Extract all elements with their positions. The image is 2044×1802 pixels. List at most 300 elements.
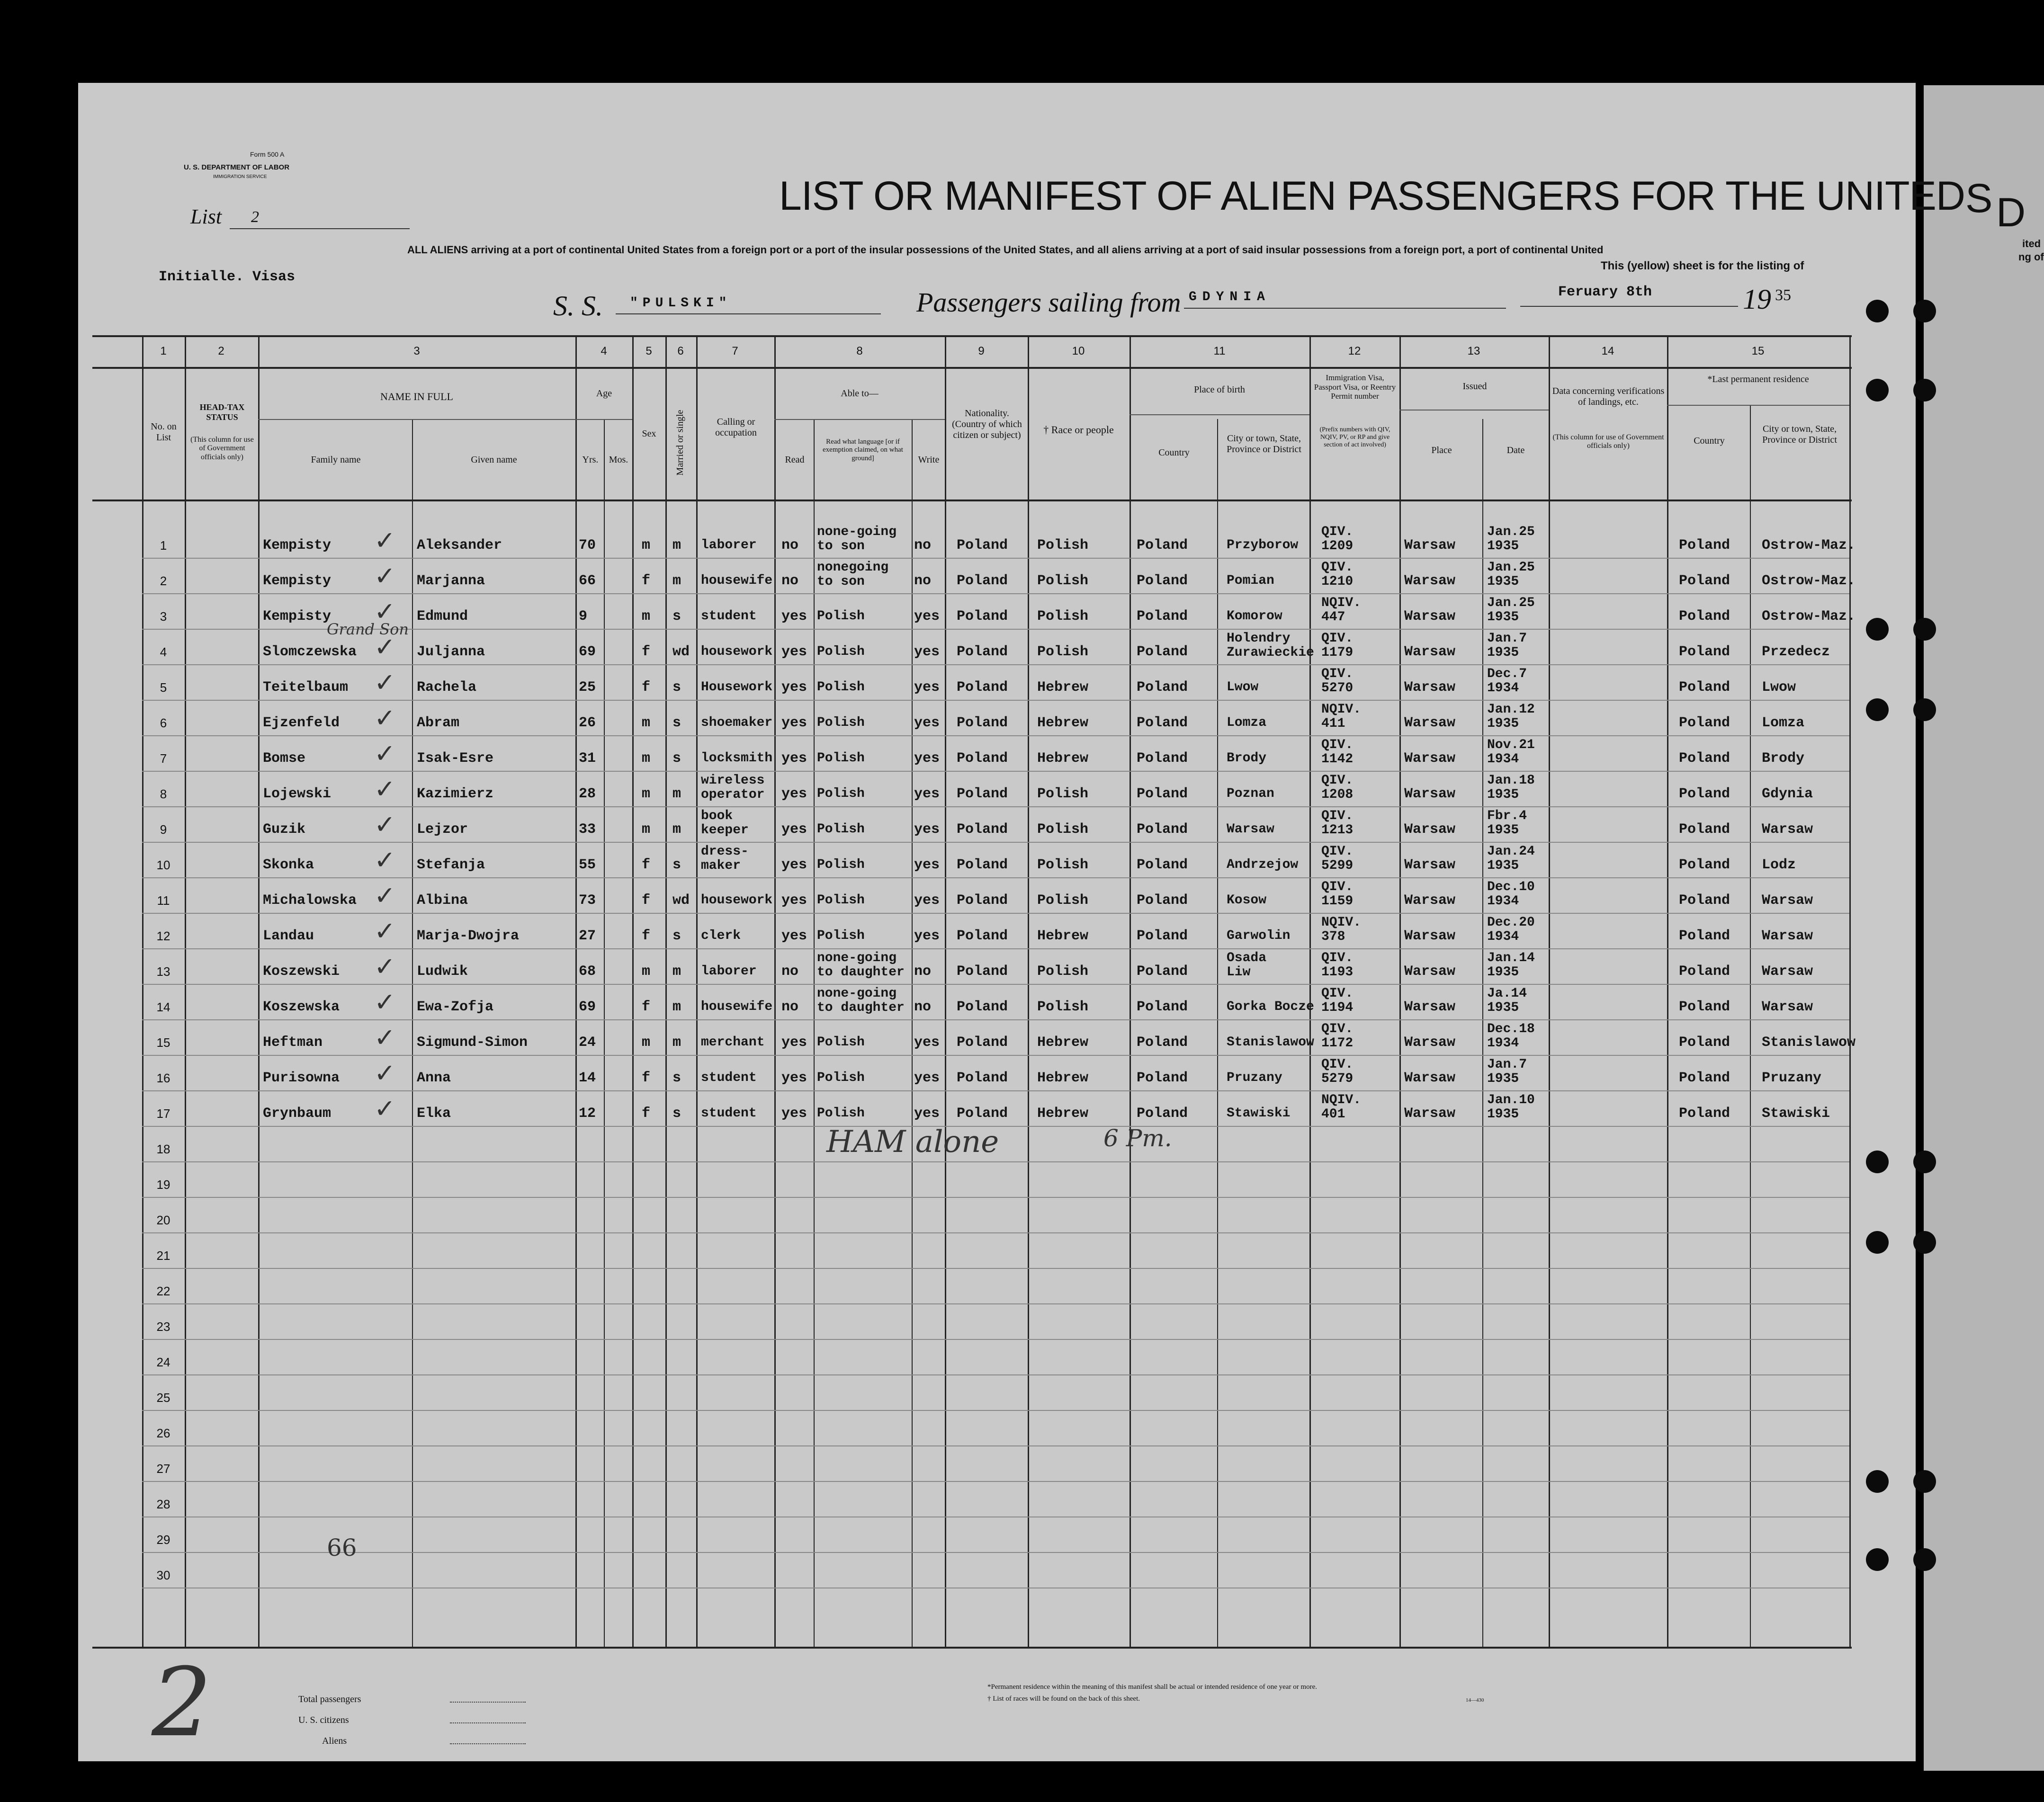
ss-label: S. S. — [553, 290, 603, 321]
cell-read: yes — [781, 1106, 807, 1122]
cell-given: Sigmund-Simon — [417, 1035, 528, 1051]
cell-lang: Polish — [817, 644, 865, 659]
form-number: Form 500 A — [250, 151, 285, 158]
cell-sex: m — [642, 786, 651, 802]
col-divider — [142, 335, 143, 1647]
service: IMMIGRATION SERVICE — [213, 174, 267, 179]
row-number: 7 — [160, 751, 167, 766]
cell-rcountry: Poland — [1679, 1106, 1730, 1122]
cell-rcity: Warsaw — [1762, 821, 1813, 838]
cell-ms: s — [672, 750, 681, 767]
cell-date: Fbr.4 1935 — [1487, 809, 1527, 838]
check-mark: ✓ — [374, 881, 396, 910]
cell-write: yes — [914, 750, 940, 767]
cell-nat: Poland — [957, 1106, 1008, 1122]
cell-family: Heftman — [263, 1035, 323, 1051]
cell-visa: QIV. 1209 — [1321, 525, 1354, 553]
cell-bcity: Stawiski — [1227, 1106, 1291, 1121]
page-title: LIST OR MANIFEST OF ALIEN PASSENGERS FOR THE UNITED — [779, 173, 1965, 219]
year-prefix: 19 — [1743, 284, 1771, 315]
cell-place: Warsaw — [1404, 1035, 1456, 1051]
cell-race: Hebrew — [1037, 750, 1089, 767]
check-mark: ✓ — [374, 1023, 396, 1053]
cell-rcountry: Poland — [1679, 573, 1730, 589]
header-visa: Immigration Visa, Passport Visa, or Reentry Permit number — [1314, 373, 1396, 401]
col-divider — [1549, 335, 1550, 1647]
cell-sex: m — [642, 1035, 651, 1051]
adjacent-heading: S — [1965, 176, 1993, 221]
cell-family: Purisowna — [263, 1070, 340, 1086]
cell-rcountry: Poland — [1679, 786, 1730, 802]
cell-date: Dec.7 1934 — [1487, 667, 1527, 696]
cell-occ: shoemaker — [701, 715, 773, 730]
cell-ms: m — [672, 821, 681, 838]
cell-lang: Polish — [817, 928, 865, 943]
cell-race: Hebrew — [1037, 1035, 1089, 1051]
cell-read: yes — [781, 608, 807, 624]
cell-visa: QIV. 1159 — [1321, 880, 1354, 909]
cell-bcity: Gorka Bocze — [1227, 999, 1314, 1014]
header-family-name: Family name — [311, 455, 361, 465]
cell-sex: f — [642, 1106, 651, 1122]
cell-sex: m — [642, 963, 651, 980]
cell-bcity: Lwow — [1227, 680, 1259, 695]
row-rule — [142, 1481, 1849, 1482]
row-rule — [142, 1303, 1849, 1304]
cell-rcity: Warsaw — [1762, 999, 1813, 1015]
header-race: † Race or people — [1043, 424, 1114, 436]
cell-rcountry: Poland — [1679, 963, 1730, 980]
cell-occ: wireless operator — [701, 773, 765, 802]
cell-nat: Poland — [957, 821, 1008, 838]
cell-bcountry: Poland — [1137, 1106, 1188, 1122]
cell-write: no — [914, 537, 932, 553]
cell-write: yes — [914, 892, 940, 909]
cell-given: Ewa-Zofja — [417, 999, 494, 1015]
header-birth-country: Country — [1158, 447, 1190, 458]
check-mark: ✓ — [374, 1058, 396, 1088]
row-number: 19 — [156, 1178, 170, 1192]
cell-date: Jan.24 1935 — [1487, 844, 1535, 873]
cell-family: Landau — [263, 928, 314, 944]
cell-sex: m — [642, 821, 651, 838]
cell-bcountry: Poland — [1137, 679, 1188, 696]
cell-occ: clerk — [701, 928, 741, 943]
cell-bcity: Garwolin — [1227, 928, 1291, 943]
cell-ms: s — [672, 679, 681, 696]
header-write: Write — [918, 455, 940, 465]
binder-hole — [1866, 1231, 1889, 1254]
colnum: 15 — [1751, 345, 1765, 357]
cell-yrs: 70 — [579, 537, 596, 553]
col-divider — [604, 419, 605, 1647]
cell-date: Jan.12 1935 — [1487, 702, 1535, 731]
manifest-sheet — [78, 83, 1916, 1761]
cell-rcountry: Poland — [1679, 1070, 1730, 1086]
cell-read: yes — [781, 928, 807, 944]
col-divider — [774, 335, 776, 1647]
binder-hole — [1913, 1548, 1936, 1571]
cell-occ: laborer — [701, 538, 757, 553]
cell-ms: wd — [672, 644, 690, 660]
check-mark: ✓ — [374, 987, 396, 1017]
check-mark: ✓ — [374, 916, 396, 946]
cell-rcity: Pruzany — [1762, 1070, 1822, 1086]
binder-hole — [1913, 698, 1936, 721]
cell-ms: m — [672, 573, 681, 589]
colnum: 5 — [645, 345, 652, 357]
cell-rcity: Warsaw — [1762, 928, 1813, 944]
cell-date: Jan.7 1935 — [1487, 631, 1527, 660]
colnum: 6 — [677, 345, 684, 357]
cell-date: Jan.18 1935 — [1487, 773, 1535, 802]
cell-bcity: Kosow — [1227, 893, 1267, 908]
cell-ms: s — [672, 1070, 681, 1086]
cell-place: Warsaw — [1404, 857, 1456, 873]
cell-date: Jan.10 1935 — [1487, 1093, 1535, 1122]
cell-family: Koszewska — [263, 999, 340, 1015]
cell-race: Polish — [1037, 892, 1089, 909]
cell-occ: book keeper — [701, 809, 749, 838]
cell-bcountry: Poland — [1137, 928, 1188, 944]
cell-nat: Poland — [957, 644, 1008, 660]
header-visa-note: (Prefix numbers with QIV, NQIV, PV, or RP and give section of act involved) — [1319, 426, 1390, 449]
cell-family: Kempisty — [263, 537, 332, 553]
cell-family: Koszewski — [263, 963, 340, 980]
cell-write: yes — [914, 1106, 940, 1122]
header-issued-place: Place — [1431, 445, 1452, 455]
cell-bcity: Pruzany — [1227, 1070, 1282, 1085]
cell-occ: merchant — [701, 1035, 765, 1050]
cell-rcity: Ostrow-Maz. — [1762, 537, 1856, 553]
row-number: 15 — [156, 1035, 170, 1050]
list-underline — [230, 228, 410, 229]
cell-rcity: Lomza — [1762, 715, 1805, 731]
list-label: List — [190, 205, 222, 228]
binder-hole — [1913, 618, 1936, 641]
cell-given: Abram — [417, 715, 460, 731]
footer-code: 14—430 — [1466, 1697, 1484, 1703]
footer-citizens: U. S. citizens — [298, 1715, 349, 1725]
cell-place: Warsaw — [1404, 644, 1456, 660]
subheader-rule — [1130, 414, 1309, 415]
cell-rcountry: Poland — [1679, 999, 1730, 1015]
cell-ms: m — [672, 999, 681, 1015]
cell-family: Slomczewska — [263, 644, 357, 660]
binder-hole — [1866, 1470, 1889, 1493]
row-number: 26 — [156, 1426, 170, 1440]
row-number: 23 — [156, 1320, 170, 1334]
header-mos: Mos. — [609, 455, 628, 465]
cell-race: Polish — [1037, 573, 1089, 589]
cell-rcity: Ostrow-Maz. — [1762, 573, 1856, 589]
cell-write: yes — [914, 1070, 940, 1086]
cell-read: yes — [781, 821, 807, 838]
cell-rcountry: Poland — [1679, 1035, 1730, 1051]
colnum: 11 — [1213, 345, 1226, 357]
cell-read: no — [781, 537, 799, 553]
cell-ms: s — [672, 928, 681, 944]
cell-date: Dec.10 1934 — [1487, 880, 1535, 909]
cell-bcountry: Poland — [1137, 608, 1188, 624]
cell-occ: student — [701, 1106, 757, 1121]
cell-write: yes — [914, 821, 940, 838]
port-underline — [1184, 308, 1506, 309]
cell-rcity: Warsaw — [1762, 963, 1813, 980]
cell-lang: Polish — [817, 715, 865, 730]
row-number: 3 — [160, 609, 167, 624]
cell-visa: QIV. 5299 — [1321, 844, 1354, 873]
binder-hole — [1913, 1470, 1936, 1493]
cell-bcity: Pomian — [1227, 573, 1274, 588]
header-no-on-list: No. on List — [151, 421, 177, 443]
binder-hole — [1866, 1548, 1889, 1571]
row-number: 21 — [156, 1249, 170, 1263]
cell-visa: QIV. 1208 — [1321, 773, 1354, 802]
footer-note-races: † List of races will be found on the back of this sheet. — [987, 1695, 1140, 1703]
header-last-residence: *Last permanent residence — [1707, 374, 1809, 384]
cell-given: Marjanna — [417, 573, 485, 589]
row-number: 10 — [156, 858, 170, 872]
cell-rcountry: Poland — [1679, 892, 1730, 909]
cell-family: Lojewski — [263, 786, 332, 802]
cell-sex: f — [642, 928, 651, 944]
cell-rcity: Ostrow-Maz. — [1762, 608, 1856, 624]
cell-date: Ja.14 1935 — [1487, 986, 1527, 1015]
cell-bcountry: Poland — [1137, 1070, 1188, 1086]
cell-bcountry: Poland — [1137, 999, 1188, 1015]
date-underline — [1520, 306, 1738, 307]
subheader-rule — [575, 419, 632, 420]
cell-bcity: Komorow — [1227, 609, 1282, 624]
cell-lang: Polish — [817, 609, 865, 624]
cell-write: yes — [914, 857, 940, 873]
check-mark: ✓ — [374, 703, 396, 733]
cell-bcity: Lomza — [1227, 715, 1267, 730]
cell-visa: NQIV. 447 — [1321, 596, 1362, 624]
cell-write: yes — [914, 786, 940, 802]
check-mark: ✓ — [374, 1094, 396, 1124]
cell-yrs: 9 — [579, 608, 588, 624]
cell-family: Bomse — [263, 750, 306, 767]
cell-place: Warsaw — [1404, 1070, 1456, 1086]
cell-yrs: 26 — [579, 715, 596, 731]
subheader-rule — [1667, 405, 1849, 406]
row-rule — [142, 558, 1849, 559]
cell-nat: Poland — [957, 1035, 1008, 1051]
row-rule — [142, 948, 1849, 949]
cell-race: Hebrew — [1037, 679, 1089, 696]
cell-write: yes — [914, 644, 940, 660]
cell-write: no — [914, 999, 932, 1015]
header-married: Married or single — [675, 410, 685, 476]
cell-lang: Polish — [817, 822, 865, 837]
col-divider — [1399, 335, 1401, 1647]
cell-yrs: 68 — [579, 963, 596, 980]
check-mark: ✓ — [374, 632, 396, 662]
check-mark: ✓ — [374, 810, 396, 839]
cell-given: Isak-Esre — [417, 750, 494, 767]
col-divider — [1482, 419, 1483, 1647]
row-number: 13 — [156, 964, 170, 979]
cell-race: Polish — [1037, 999, 1089, 1015]
cell-occ: housewife — [701, 999, 773, 1014]
cell-visa: QIV. 1172 — [1321, 1022, 1354, 1051]
footer-citizens-line — [450, 1722, 526, 1723]
cell-visa: NQIV. 378 — [1321, 915, 1362, 944]
row-rule — [142, 1552, 1849, 1553]
cell-sex: f — [642, 1070, 651, 1086]
cell-rcountry: Poland — [1679, 679, 1730, 696]
row-number: 2 — [160, 574, 167, 588]
cell-rcountry: Poland — [1679, 857, 1730, 873]
row-rule — [142, 1445, 1849, 1446]
header-head-tax-note: (This column for use of Government officials only) — [190, 436, 254, 461]
adjacent-ng-of: ng of — [2018, 251, 2044, 263]
cell-bcountry: Poland — [1137, 644, 1188, 660]
cell-read: yes — [781, 750, 807, 767]
row-rule — [142, 877, 1849, 878]
cell-race: Polish — [1037, 821, 1089, 838]
cell-yrs: 25 — [579, 679, 596, 696]
cell-bcity: Brody — [1227, 751, 1267, 766]
cell-race: Polish — [1037, 963, 1089, 980]
cell-rcity: Stanislawow — [1762, 1035, 1856, 1051]
cell-place: Warsaw — [1404, 821, 1456, 838]
colnum: 9 — [978, 345, 985, 357]
binder-hole — [1913, 1151, 1936, 1173]
cell-nat: Poland — [957, 608, 1008, 624]
row-rule — [142, 1232, 1849, 1233]
colnum: 13 — [1467, 345, 1480, 357]
cell-nat: Poland — [957, 786, 1008, 802]
cell-visa: QIV. 5279 — [1321, 1057, 1354, 1086]
cell-sex: f — [642, 644, 651, 660]
cell-write: no — [914, 573, 932, 589]
cell-family: Kempisty — [263, 573, 332, 589]
cell-visa: NQIV. 411 — [1321, 702, 1362, 731]
cell-rcountry: Poland — [1679, 750, 1730, 767]
cell-race: Polish — [1037, 608, 1089, 624]
footer-total: Total passengers — [298, 1694, 361, 1704]
cell-given: Albina — [417, 892, 468, 909]
footer-aliens-line — [450, 1742, 526, 1744]
row-rule — [142, 1410, 1849, 1411]
cell-nat: Poland — [957, 963, 1008, 980]
cell-family: Teitelbaum — [263, 679, 349, 696]
cell-write: no — [914, 963, 932, 980]
colnum: 4 — [601, 345, 607, 357]
col-divider — [258, 335, 260, 1647]
header-yrs: Yrs. — [582, 455, 599, 465]
header-issued: Issued — [1462, 381, 1487, 392]
cell-read: yes — [781, 1035, 807, 1051]
row-number: 8 — [160, 787, 167, 801]
cell-nat: Poland — [957, 573, 1008, 589]
cell-race: Polish — [1037, 644, 1089, 660]
cell-lang: Polish — [817, 680, 865, 695]
cell-visa: QIV. 1193 — [1321, 951, 1354, 980]
header-name-in-full: NAME IN FULL — [380, 391, 453, 402]
sailing-date: Feruary 8th — [1558, 284, 1652, 300]
cell-yrs: 55 — [579, 857, 596, 873]
row-number: 25 — [156, 1391, 170, 1405]
row-number: 28 — [156, 1497, 170, 1511]
cell-ms: s — [672, 608, 681, 624]
cell-yrs: 69 — [579, 644, 596, 660]
binder-hole — [1866, 698, 1889, 721]
cell-yrs: 33 — [579, 821, 596, 838]
cell-bcity: Poznan — [1227, 786, 1274, 801]
row-rule — [142, 1268, 1849, 1269]
cell-lang: none-going to daughter — [817, 986, 905, 1015]
cell-write: yes — [914, 928, 940, 944]
row-number: 5 — [160, 680, 167, 695]
cell-sex: f — [642, 573, 651, 589]
cell-race: Hebrew — [1037, 715, 1089, 731]
cell-family: Michalowska — [263, 892, 357, 909]
footer-total-line — [450, 1701, 526, 1703]
header-birth-city: City or town, State, Province or District — [1227, 433, 1301, 455]
cell-read: yes — [781, 715, 807, 731]
header-given-name: Given name — [471, 455, 517, 465]
cell-given: Lejzor — [417, 821, 468, 838]
cell-given: Stefanja — [417, 857, 485, 873]
cell-occ: laborer — [701, 964, 757, 979]
header-age: Age — [596, 388, 612, 399]
cell-race: Hebrew — [1037, 928, 1089, 944]
cell-read: yes — [781, 1070, 807, 1086]
row-number: 4 — [160, 645, 167, 659]
cell-given: Rachela — [417, 679, 477, 696]
cell-rcountry: Poland — [1679, 537, 1730, 553]
row-rule — [142, 984, 1849, 985]
cell-occ: student — [701, 609, 757, 624]
cell-visa: QIV. 5270 — [1321, 667, 1354, 696]
row-rule — [142, 664, 1849, 665]
binder-hole — [1866, 618, 1889, 641]
cell-bcountry: Poland — [1137, 537, 1188, 553]
cell-nat: Poland — [957, 715, 1008, 731]
cell-write: yes — [914, 1035, 940, 1051]
cell-place: Warsaw — [1404, 786, 1456, 802]
check-mark: ✓ — [374, 774, 396, 804]
cell-date: Jan.25 1935 — [1487, 596, 1535, 624]
cell-nat: Poland — [957, 999, 1008, 1015]
cell-lang: none-going to daughter — [817, 951, 905, 980]
row-number: 20 — [156, 1213, 170, 1227]
cell-read: no — [781, 963, 799, 980]
colnum: 12 — [1348, 345, 1361, 357]
row-number: 17 — [156, 1106, 170, 1121]
handwritten-count: 66 — [327, 1534, 357, 1561]
cell-bcity: Warsaw — [1227, 822, 1274, 837]
cell-bcity: Andrzejow — [1227, 857, 1299, 872]
header-verif: Data concerning verifications of landings, etc. — [1552, 386, 1665, 407]
check-mark: ✓ — [374, 668, 396, 697]
header-res-city: City or town, State, Province or District — [1762, 424, 1837, 445]
col-divider — [575, 335, 577, 1647]
colnum: 7 — [732, 345, 738, 357]
binder-hole — [1913, 379, 1936, 401]
cell-place: Warsaw — [1404, 608, 1456, 624]
year-suffix: 35 — [1775, 286, 1791, 304]
cell-rcity: Stawiski — [1762, 1106, 1830, 1122]
cell-place: Warsaw — [1404, 750, 1456, 767]
cell-ms: m — [672, 1035, 681, 1051]
cell-bcountry: Poland — [1137, 1035, 1188, 1051]
cell-place: Warsaw — [1404, 715, 1456, 731]
